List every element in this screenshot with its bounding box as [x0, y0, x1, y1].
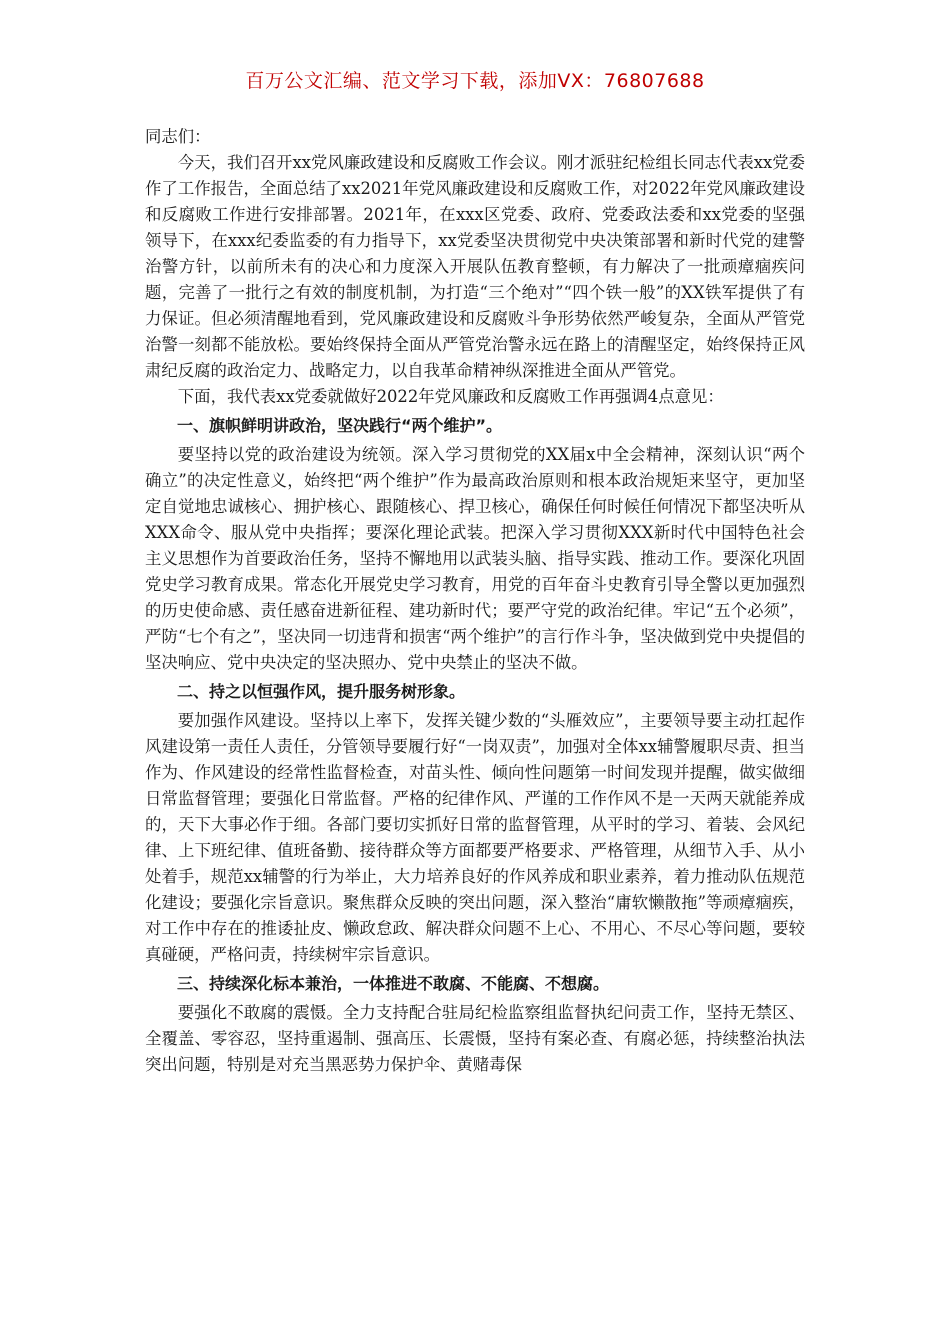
intro-paragraph: 下面，我代表xx党委就做好2022年党风廉政和反腐败工作再强调4点意见：: [177, 387, 724, 406]
section-heading: 一、旗帜鲜明讲政治，坚决践行“两个维护”。: [177, 416, 503, 435]
watermark-header: 百万公文汇编、范文学习下载，添加VX：76807688: [245, 70, 705, 92]
section-heading: 三、持续深化标本兼治，一体推进不敢腐、不能腐、不想腐。: [177, 974, 610, 993]
intro-paragraph: 今天，我们召开xx党风廉政建设和反腐败工作会议。刚才派驻纪检组长同志代表xx党委作了工作报告，全面总结了xx2021年党风廉政建设和反腐败工作，对2022年党风廉政建设和反腐败工作进行安排部署。2021年，在xxx区党委、政府、党委政法委和xx党委的坚强领导下，在xxx纪委监委的有力指导下，xx党委坚决贯彻党中央决策部署和新时代党的建警治警方针，以前所未有的决心和力度深入开展队伍教育整顿，有力解决了一批顽瘴痼疾问题，完善了一批行之有效的制度机制，为打造“三个绝对”“四个铁一般”的XX铁军提供了有力保证。但必须清醒地看到，党风廉政建设和反腐败斗争形势依然严峻复杂，全面从严管党治警一刻都不能放松。要始终保持全面从严管党治警永远在路上的清醒坚定，始终保持正风肃纪反腐的政治定力、战略定力，以自我革命精神纵深推进全面从严管党。: [145, 153, 805, 380]
section-body: 要加强作风建设。坚持以上率下，发挥关键少数的“头雁效应”，主要领导要主动扛起作风建设第一责任人责任，分管领导要履行好“一岗双责”，加强对全体xx辅警履职尽责、担当作为、作风建设的经常性监督检查，对苗头性、倾向性问题第一时间发现并提醒，做实做细日常监督管理；要强化日常监督。严格的纪律作风、严谨的工作作风不是一天两天就能养成的，天下大事必作于细。各部门要切实抓好日常的监督管理，从平时的学习、着装、会风纪律、上下班纪律、值班备勤、接待群众等方面都要严格要求、严格管理，从细节入手、从小处着手，规范xx辅警的行为举止，大力培养良好的作风养成和职业素养，着力推动队伍规范化建设；要强化宗旨意识。聚焦群众反映的突出问题，深入整治“庸软懒散拖”等顽瘴痼疾，对工作中存在的推诿扯皮、懒政怠政、解决群众问题不上心、不用心、不尽心等问题，要较真碰硬，严格问责，持续树牢宗旨意识。: [145, 711, 805, 964]
salutation: 同志们：: [145, 127, 211, 146]
section-heading: 二、持之以恒强作风，提升服务树形象。: [177, 682, 466, 701]
section-body: 要强化不敢腐的震慑。全力支持配合驻局纪检监察组监督执纪问责工作，坚持无禁区、全覆盖、零容忍，坚持重遏制、强高压、长震慑，坚持有案必查、有腐必惩，持续整治执法突出问题，特别是对充当黑恶势力保护伞、黄赌毒保: [145, 1003, 805, 1074]
section-body: 要坚持以党的政治建设为统领。深入学习贯彻党的XX届x中全会精神，深刻认识“两个确立”的决定性意义，始终把“两个维护”作为最高政治原则和根本政治规矩来坚守，更加坚定自觉地忠诚核心、拥护核心、跟随核心、捍卫核心，确保任何时候任何情况下都坚决听从XXX命令、服从党中央指挥；要深化理论武装。把深入学习贯彻XXX新时代中国特色社会主义思想作为首要政治任务，坚持不懈地用以武装头脑、指导实践、推动工作。要深化巩固党史学习教育成果。常态化开展党史学习教育，用党的百年奋斗史教育引导全警以更加强烈的历史使命感、责任感奋进新征程、建功新时代；要严守党的政治纪律。牢记“五个必须”，严防“七个有之”，坚决同一切违背和损害“两个维护”的言行作斗争，坚决做到党中央提倡的坚决响应、党中央决定的坚决照办、党中央禁止的坚决不做。: [145, 445, 805, 672]
document-body: [145, 124, 805, 1078]
